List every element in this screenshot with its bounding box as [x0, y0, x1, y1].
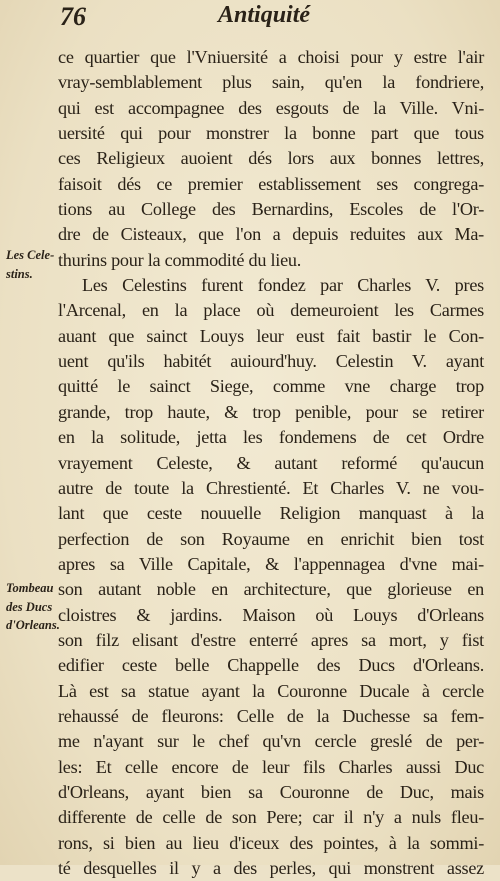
text-line: té desquelles il y a des perles, qui monstrent assez	[58, 858, 484, 878]
running-title: Antiquité	[218, 2, 311, 28]
text-line: perfection de son Royaume en enrichit bien tost	[58, 528, 484, 549]
body-text	[58, 45, 484, 881]
text-line: l'Arcenal, en la place où demeuroient les Carmes	[58, 300, 484, 321]
text-line: ces Religieux auoient dés lors aux bonnes lettres,	[58, 148, 484, 169]
text-line: Les Celestins furent fondez par Charles V. pres	[82, 275, 484, 296]
text-line: differente de celle de son Pere; car il n'y a nuls fleu-	[58, 807, 484, 828]
text-line: les: Et celle encore de leur fils Charles aussi Duc	[58, 756, 484, 777]
text-line: edifier ceste belle Chappelle des Ducs d'Orleans.	[58, 655, 484, 676]
text-line: tions au College des Bernardins, Escoles de l'Or-	[58, 199, 484, 220]
text-line: d'Orleans, ayant bien sa Couronne de Duc, mais	[58, 781, 484, 802]
text-line: quitté le sainct Siege, comme vne charge trop	[58, 376, 484, 397]
text-line: me n'ayant sur le chef qu'vn cercle greslé de per-	[58, 731, 484, 752]
text-line: vrayement Celeste, & autant reformé qu'aucun	[58, 452, 484, 473]
text-line: son filz elisant d'estre enterré apres sa mort, y fist	[58, 629, 484, 650]
text-line: qui est accompagnee des esgouts de la Ville. Vni-	[58, 97, 484, 118]
text-line: lant que ceste nouuelle Religion manquast à la	[58, 503, 484, 524]
text-line: grande, trop haute, & trop penible, pour se retirer	[58, 401, 484, 422]
text-line: vray-semblablement plus sain, qu'en la fondriere,	[58, 72, 484, 93]
page-header	[0, 2, 500, 36]
text-line: uent qu'ils habitét auiourd'huy. Celestin V. ayant	[58, 351, 484, 372]
text-line: apres sa Ville Capitale, & l'appennagea d'vne mai-	[58, 553, 484, 574]
text-line: rehaussé de fleurons: Celle de la Duchesse sa fem-	[58, 705, 484, 726]
text-line: cloistres & jardins. Maison où Louys d'Orleans	[58, 604, 484, 625]
text-line: son autant noble en architecture, que glorieuse en	[58, 579, 484, 600]
text-line: dre de Cisteaux, que l'on a depuis reduites aux Ma-	[58, 224, 484, 245]
text-line: thurins pour la commodité du lieu.	[58, 249, 302, 270]
text-line: faisoit dés ce premier establissement ses congrega-	[58, 173, 484, 194]
text-line: en la solitude, jetta les fondemens de cet Ordre	[58, 427, 484, 448]
text-line: rons, si bien au lieu d'iceux des pointes, à la sommi-	[58, 832, 484, 853]
page-number: 76	[60, 2, 86, 31]
margin-note-celestins: Les Cele- stins.	[6, 248, 55, 281]
text-line: uersité qui pour monstrer la bonne part que tous	[58, 123, 484, 144]
text-line: ce quartier que l'Vniuersité a choisi pour y estre l'air	[58, 47, 484, 67]
margin-note-tombeau: Tombeau des Ducs d'Orleans.	[6, 581, 60, 632]
text-line: autre de toute la Chrestienté. Et Charles V. ne vou-	[58, 477, 484, 498]
text-line: auant que sainct Louys leur eust fait bastir le Con-	[58, 325, 484, 346]
text-line: Là est sa statue ayant la Couronne Ducale à cercle	[58, 680, 484, 701]
